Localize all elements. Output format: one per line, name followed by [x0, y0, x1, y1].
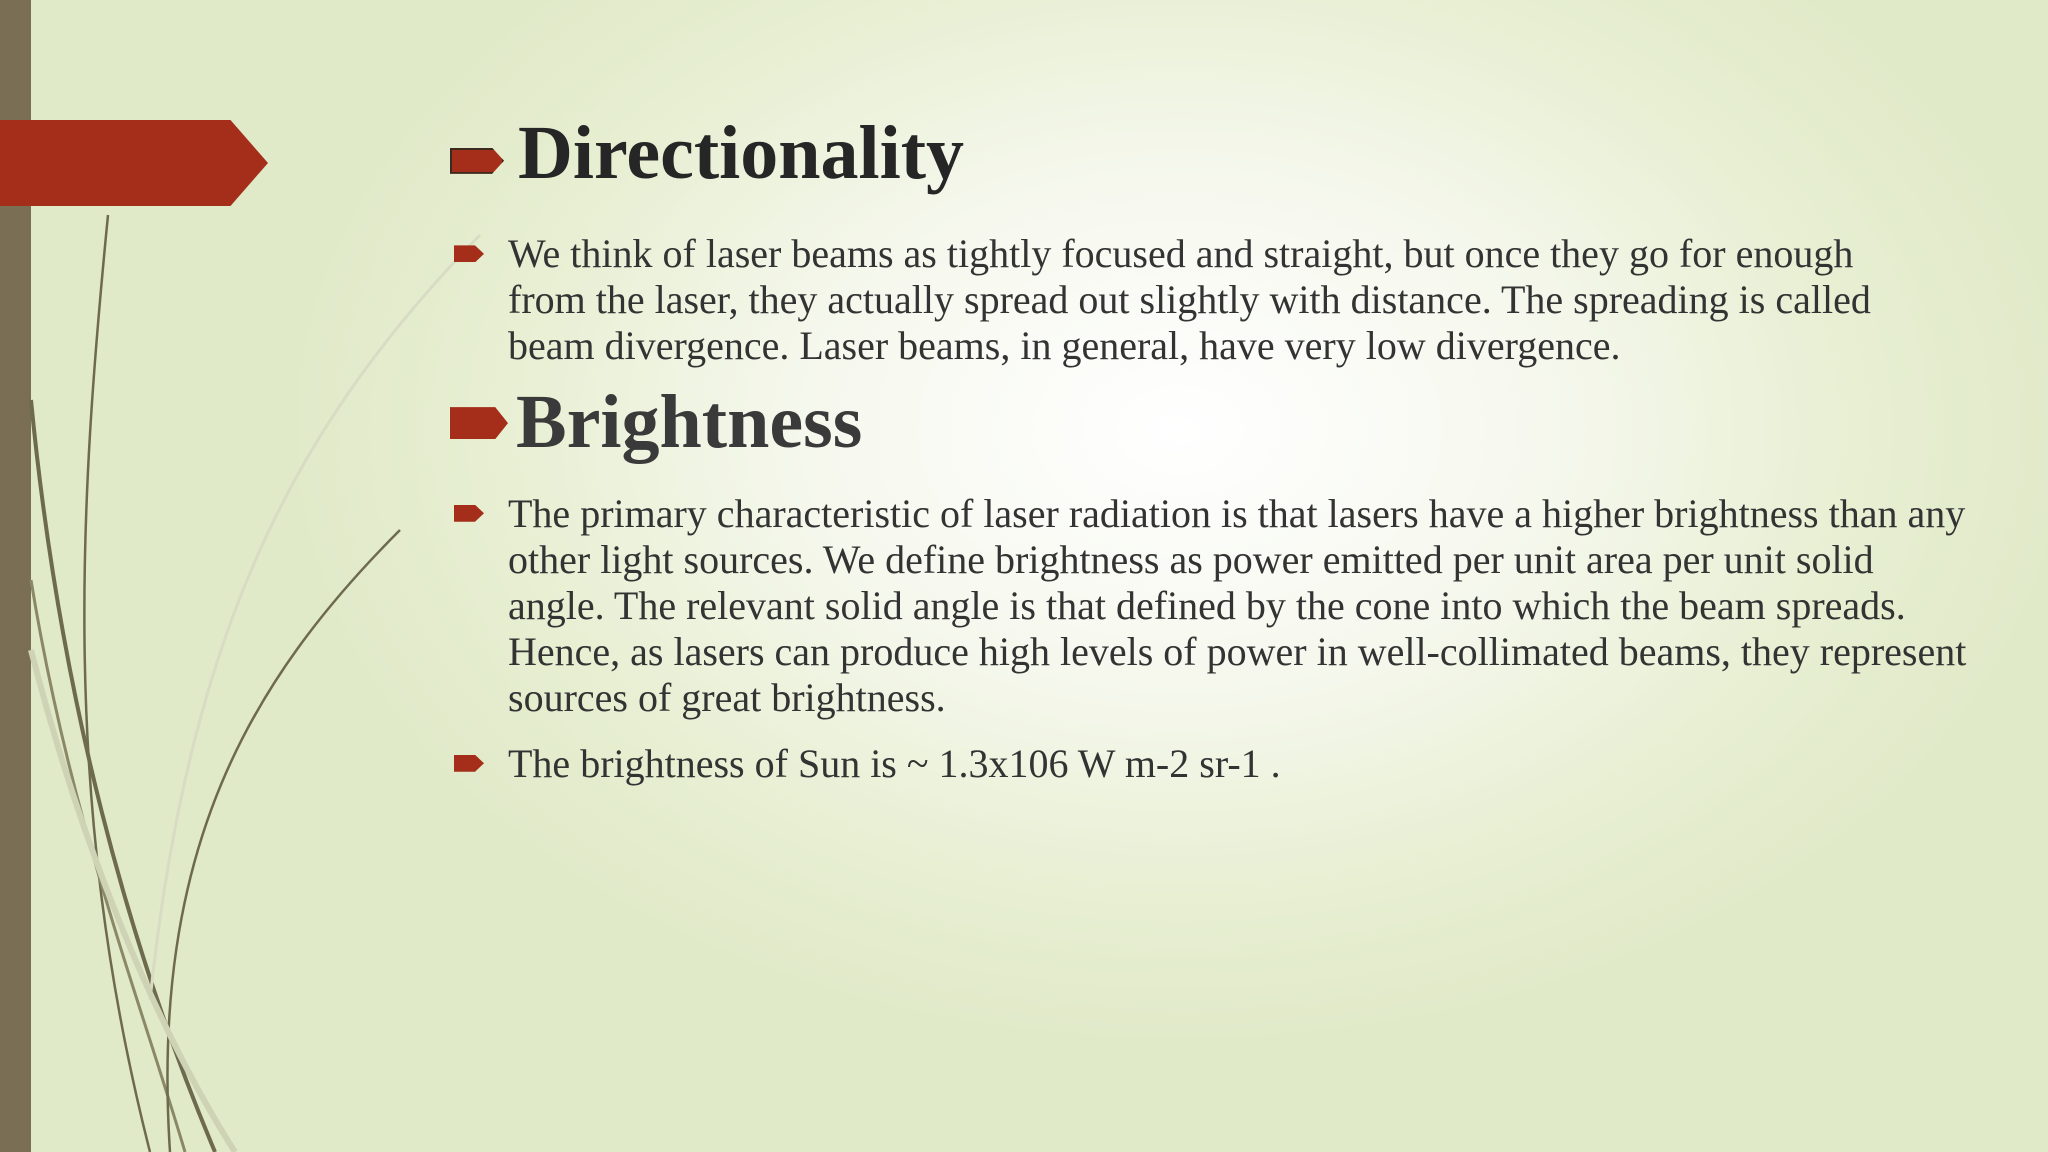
- title-accent-tab: [0, 120, 268, 206]
- heading-text: Brightness: [516, 380, 863, 465]
- arrow-tag-icon: [450, 148, 504, 174]
- heading-directionality: [450, 110, 1950, 197]
- heading-brightness: [450, 379, 1950, 466]
- arrow-tag-icon: [450, 407, 508, 439]
- bullet-item: [450, 231, 1888, 369]
- arrow-tag-icon: [454, 755, 484, 772]
- bullet-text: The primary characteristic of laser radiation is that lasers have a higher brightness than any other light sources. We define brightness as power emitted per unit area per unit solid angle. The relevant solid angle is that defined by the cone into which the beam spreads. Hence, as lasers can produce high levels of power in well-collimated beams, they represent sources of great brightness.: [508, 490, 1967, 720]
- bullet-item: [450, 741, 1888, 787]
- arrow-tag-icon: [454, 505, 484, 522]
- bullet-text: We think of laser beams as tightly focused and straight, but once they go for enough from the laser, they actually spread out slightly with distance. The spreading is called beam divergence. Laser beams, in general, have very low divergence.: [508, 231, 1871, 369]
- bullet-item: [450, 491, 1968, 721]
- bullet-text: The brightness of Sun is ~ 1.3x106 W m-2 sr-1 .: [508, 740, 1281, 786]
- slide-content: [450, 110, 1967, 787]
- arrow-tag-icon: [454, 245, 484, 262]
- heading-text: Directionality: [518, 111, 965, 195]
